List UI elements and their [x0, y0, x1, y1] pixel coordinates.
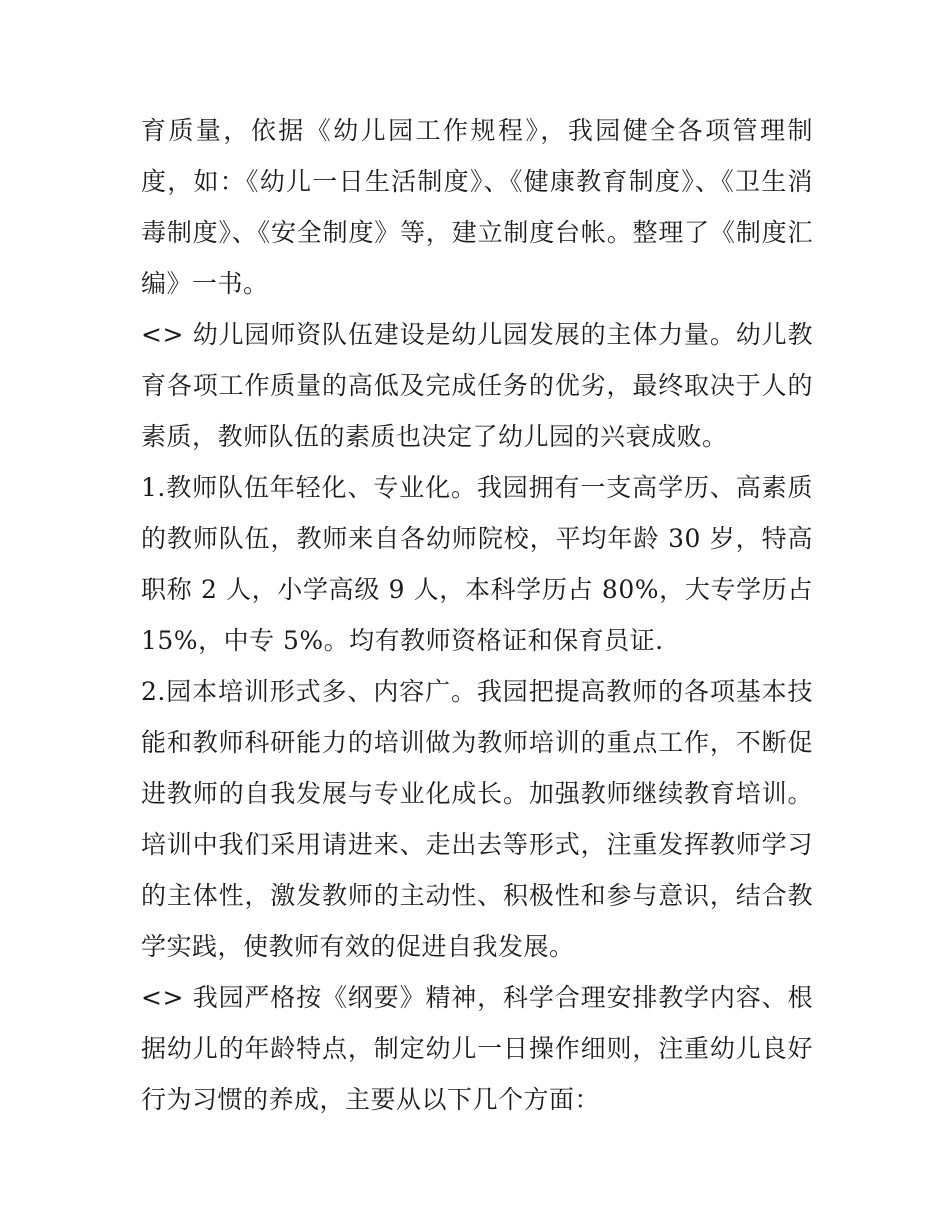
paragraph-management-system: 育质量，依据《幼儿园工作规程》，我园健全各项管理制度，如：《幼儿一日生活制度》、《健康教育制度》、《卫生消毒制度》、《安全制度》等，建立制度台帐。整理了《制度汇编》一书。: [141, 116, 813, 298]
paragraph-young-professional: 1.教师队伍年轻化、专业化。我园拥有一支高学历、高素质的教师队伍，教师来自各幼师院校，平均年龄 30 岁，特高职称 2 人，小学高级 9 人，本科学历占 80%，大专学历占 15%，中专 5%。均有教师资格证和保育员证.: [141, 473, 813, 655]
paragraph-curriculum: <> 我园严格按《纲要》精神，科学合理安排教学内容、根据幼儿的年龄特点，制定幼儿一日操作细则，注重幼儿良好行为习惯的养成，主要从以下几个方面：: [141, 983, 813, 1114]
paragraph-teacher-team: <> 幼儿园师资队伍建设是幼儿园发展的主体力量。幼儿教育各项工作质量的高低及完成任务的优劣，最终取决于人的素质，教师队伍的素质也决定了幼儿园的兴衰成败。: [141, 320, 813, 451]
paragraph-training: 2.园本培训形式多、内容广。我园把提高教师的各项基本技能和教师科研能力的培训做为教师培训的重点工作，不断促进教师的自我发展与专业化成长。加强教师继续教育培训。培训中我们采用请进来、走出去等形式，注重发挥教师学习的主体性，激发教师的主动性、积极性和参与意识，结合教学实践，使教师有效的促进自我发展。: [141, 677, 813, 961]
document-body: [141, 105, 813, 1125]
